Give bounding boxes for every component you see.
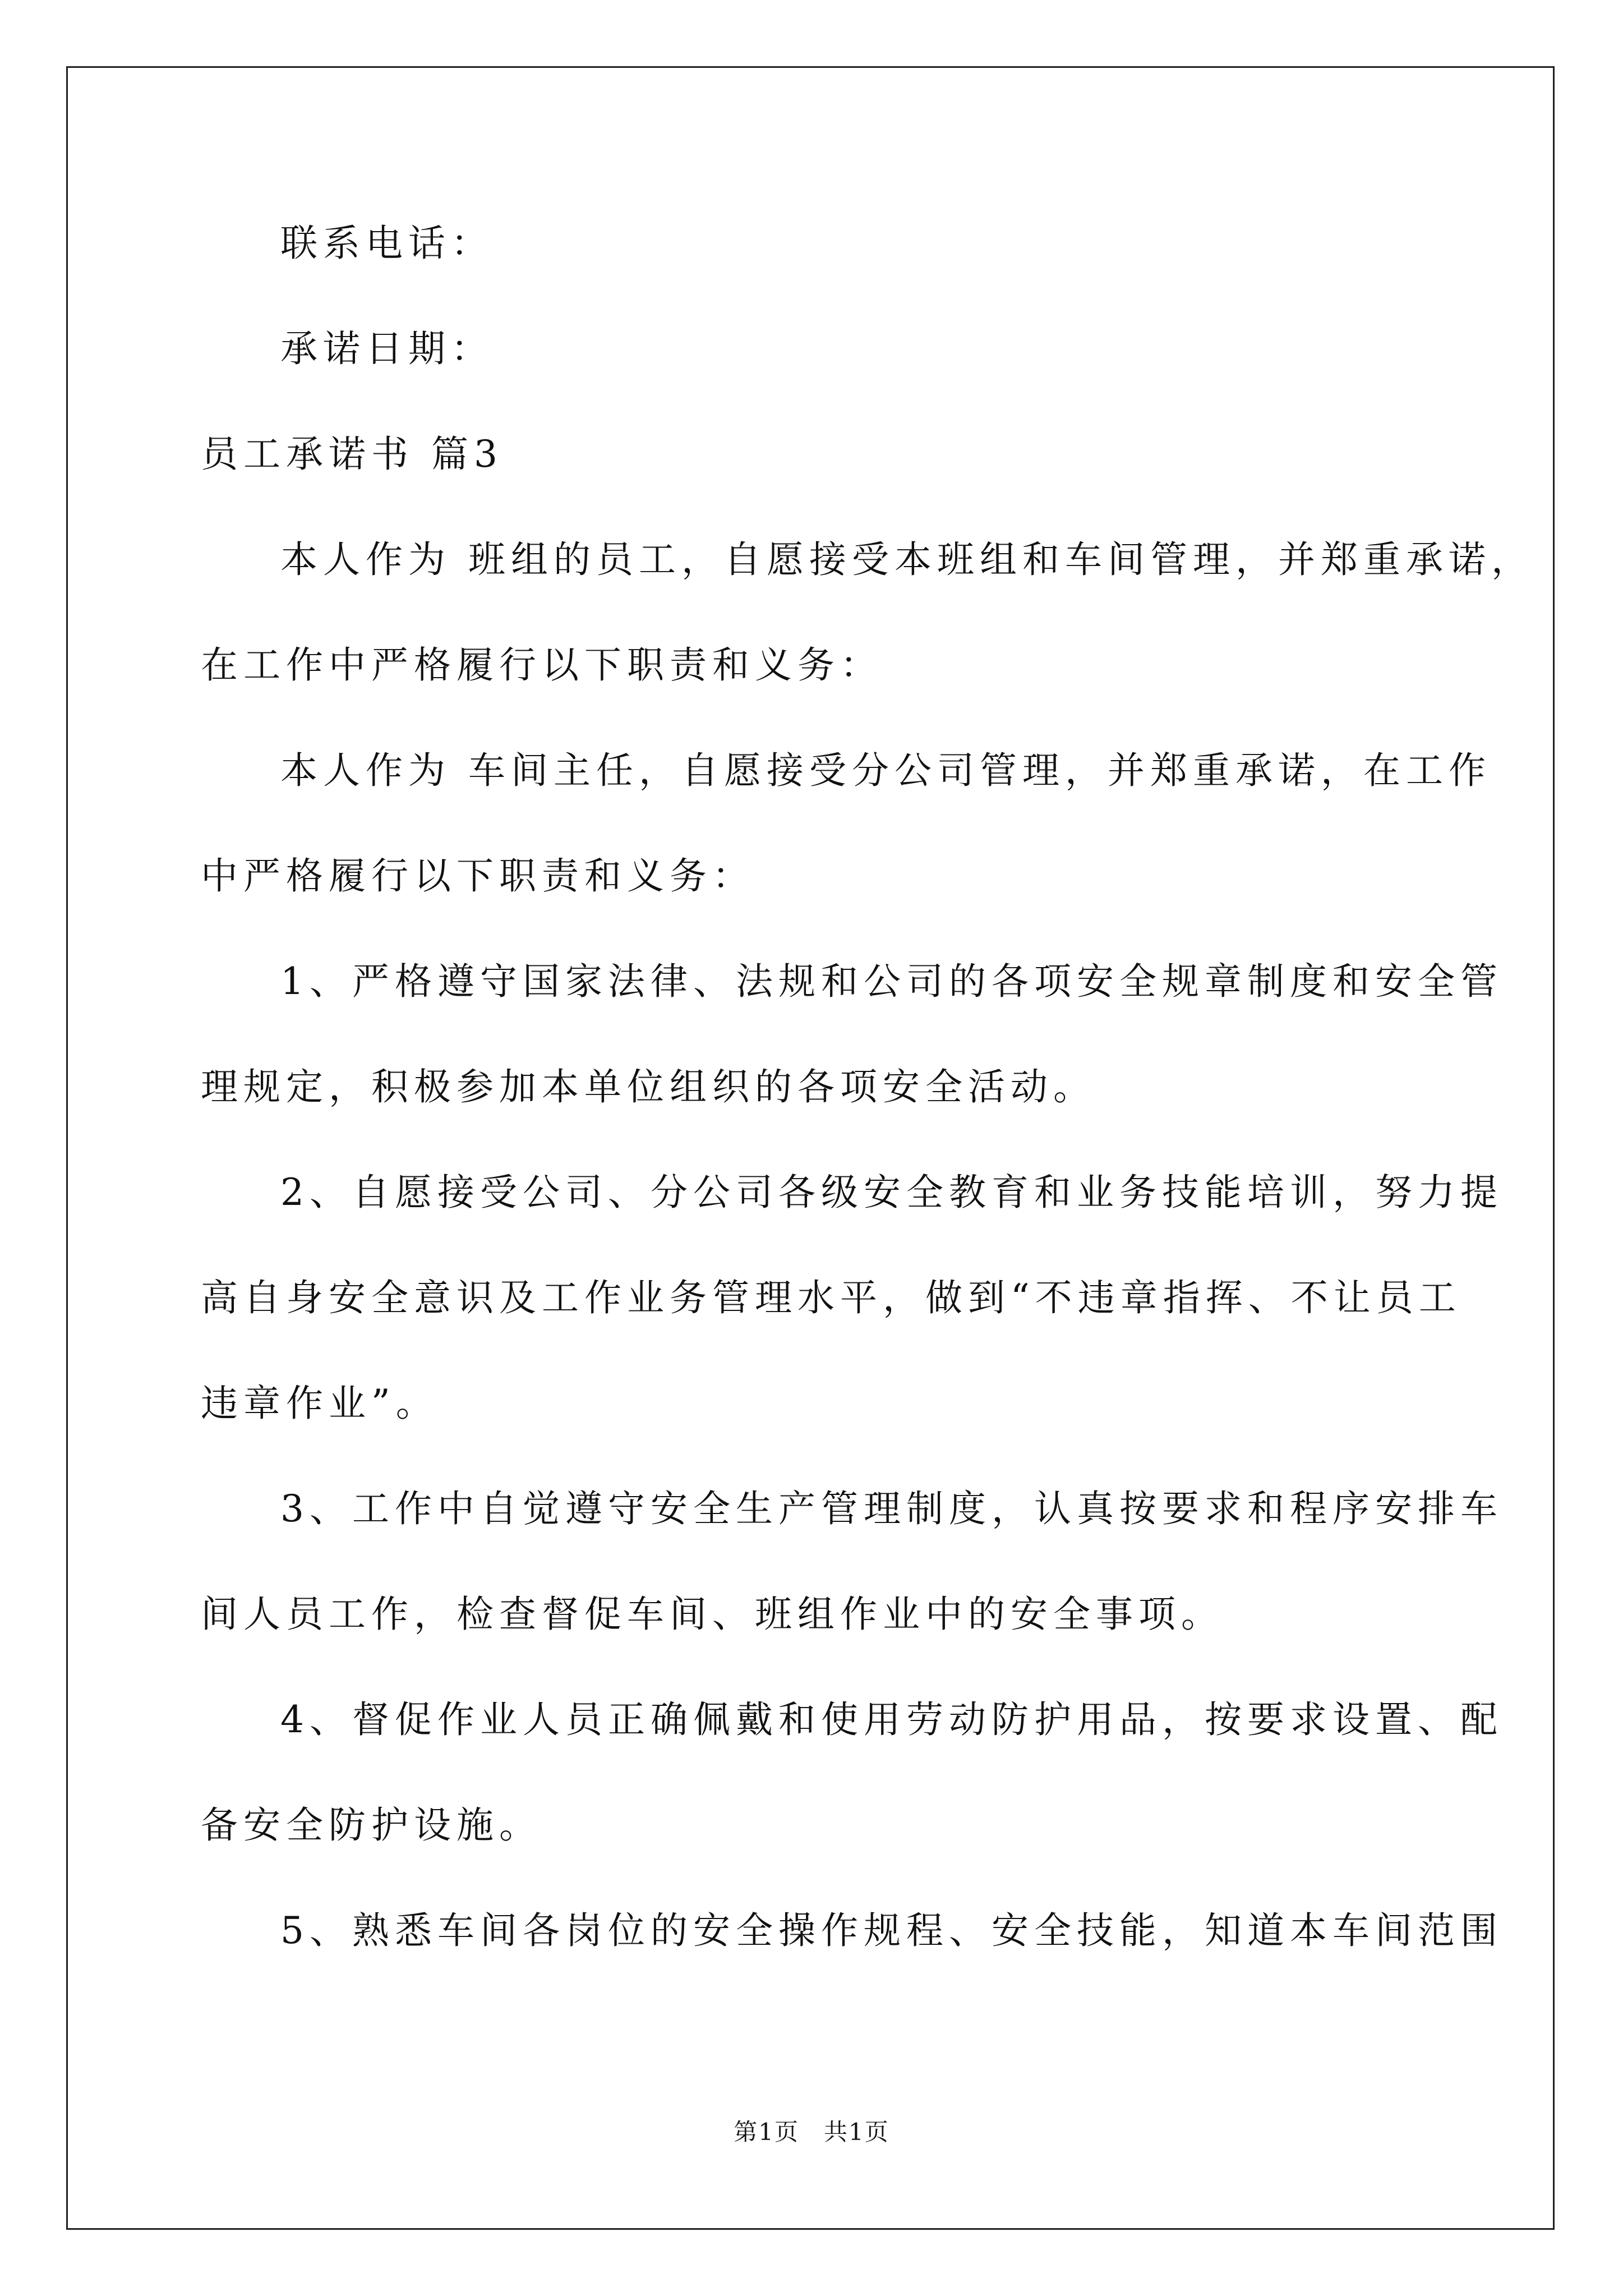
paragraph-line: 在工作中严格履行以下职责和义务： — [201, 643, 883, 687]
page-footer: 第1页 共1页 — [734, 2118, 889, 2146]
list-item-4-line: 备安全防护设施。 — [201, 1803, 542, 1847]
list-item-3-line: 3、工作中自觉遵守安全生产管理制度，认真按要求和程序安排车 — [280, 1487, 1503, 1530]
list-item-3-line: 间人员工作，检查督促车间、班组作业中的安全事项。 — [201, 1593, 1224, 1636]
list-item-5-line: 5、熟悉车间各岗位的安全操作规程、安全技能，知道本车间范围 — [280, 1909, 1503, 1952]
list-item-1-line: 1、严格遵守国家法律、法规和公司的各项安全规章制度和安全管 — [280, 960, 1503, 1003]
paragraph-line: 中严格履行以下职责和义务： — [201, 854, 755, 898]
paragraph-line: 本人作为 车间主任，自愿接受分公司管理，并郑重承诺，在工作 — [280, 749, 1491, 792]
list-item-1-line: 理规定，积极参加本单位组织的各项安全活动。 — [201, 1065, 1096, 1108]
list-item-4-line: 4、督促作业人员正确佩戴和使用劳动防护用品，按要求设置、配 — [280, 1698, 1503, 1741]
paragraph-line: 本人作为 班组的员工，自愿接受本班组和车间管理，并郑重承诺， — [280, 538, 1534, 581]
list-item-2-line: 违章作业”。 — [201, 1382, 439, 1425]
contact-phone-line: 联系电话： — [280, 222, 494, 265]
section-heading: 员工承诺书 篇3 — [201, 432, 503, 476]
list-item-2-line: 高自身安全意识及工作业务管理水平，做到“不违章指挥、不让员工 — [201, 1276, 1461, 1319]
list-item-2-line: 2、自愿接受公司、分公司各级安全教育和业务技能培训，努力提 — [280, 1171, 1503, 1214]
document-body — [201, 191, 1534, 1984]
commitment-date-line: 承诺日期： — [280, 327, 494, 370]
